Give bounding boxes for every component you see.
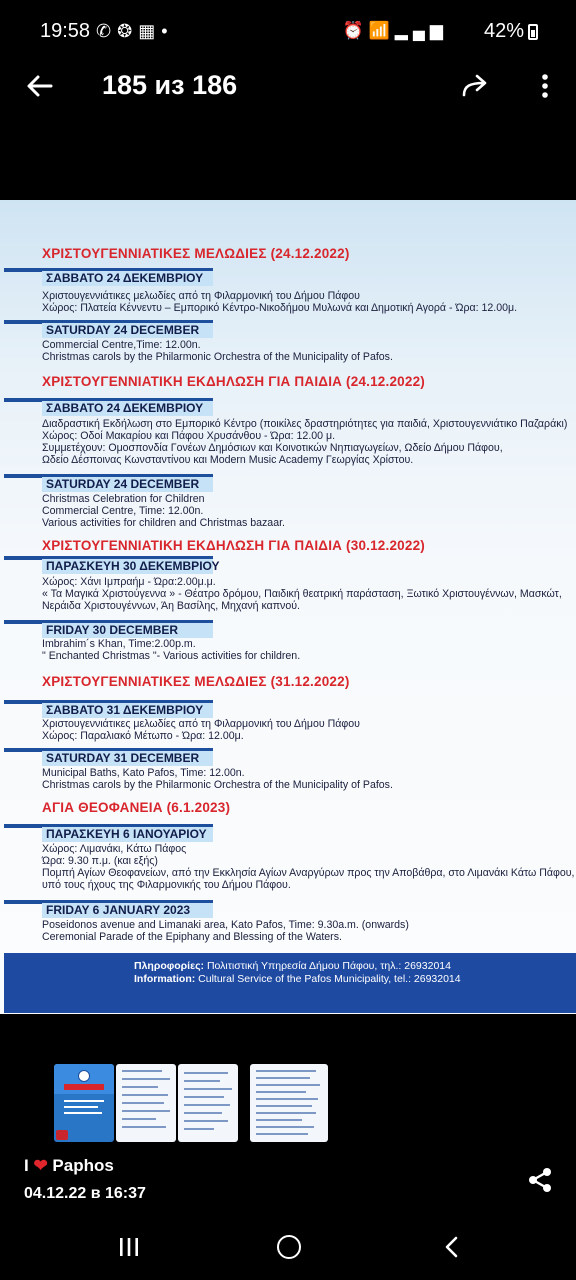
event-line: « Τα Μαγικά Χριστούγεννα » - Θέατρο δρόμου, Παιδική θεατρική παράσταση, Ξωτικό Χριστουγέννων, Μασκώτ, [42,588,562,600]
nav-back-button[interactable] [440,1235,464,1259]
event-line: Χώρος: Οδοί Μακαρίου και Πάφου Χρυσάνθου - Ώρα: 12.00 μ. [42,430,336,442]
system-icons [342,21,448,41]
event-line: Πομπή Αγίων Θεοφανείων, από την Εκκλησία Αγίων Αναργύρων προς την Αποβάθρα, στο Λιμανάκι Κάτω Πάφου, [42,867,575,879]
forward-button[interactable] [460,71,490,101]
album-title: I ❤ Paphos [24,1156,114,1175]
signal-icon: ▂▄▆ [394,21,448,40]
section-title: ΧΡΙΣΤΟΥΓΕΝΝΙΑΤΙΚΕΣ ΜΕΛΩΔΙΕΣ (24.12.2022) [42,246,350,261]
event-line: Χώρος: Χάνι Ιμπραήμ - Ώρα:2.00μ.μ. [42,576,216,588]
event-line: Municipal Baths, Kato Pafos, Time: 12.00n. [42,767,245,779]
event-line: Ωδείο Δέσποινας Κωνσταντίνου και Modern Music Academy Γεωργίας Χρίστου. [42,454,414,466]
event-line: Χώρος: Παραλιακό Μέτωπο - Ώρα: 12.00μ. [42,730,244,742]
whatsapp-icon: ✆ [96,21,118,41]
thumbnail[interactable] [178,1064,238,1142]
poster-image[interactable] [0,200,576,1014]
wifi-icon: 📶 [368,21,395,40]
more-options-button[interactable] [538,70,552,102]
section-title: ΧΡΙΣΤΟΥΓΕΝΝΙΑΤΙΚΕΣ ΜΕΛΩΔΙΕΣ (31.12.2022) [42,674,350,689]
more-vert-icon [538,70,552,102]
event-line: " Enchanted Christmas "- Various activities for children. [42,650,301,662]
recent-apps-button[interactable] [118,1236,140,1258]
day-heading: ΠΑΡΑΣΚΕΥΗ 30 ΔΕΚΕΜΒΡΙΟΥ [4,556,213,574]
post-date: 04.12.22 в 16:37 [24,1185,146,1202]
event-line: υπό τους ήχους της Φιλαρμονικής του Δήμου Πάφου. [42,879,291,891]
chevron-left-icon [440,1235,464,1259]
alarm-icon: ⏰ [342,21,369,40]
status-bar [0,0,576,62]
dot-icon: • [161,21,174,41]
section-title: ΑΓΙΑ ΘΕΟΦΑΝΕΙΑ (6.1.2023) [42,800,231,815]
footer-greek: Πληροφορίες: Πολιτιστική Υπηρεσία Δήμου Πάφου, τηλ.: 26932014 [134,960,451,972]
day-heading: ΣΑΒΒΑΤΟ 31 ΔΕΚΕΜΒΡΙΟΥ [4,700,213,718]
event-line: Χώρος: Πλατεία Κέννεντυ – Εμπορικό Κέντρο-Νικοδήμου Μυλωνά και Δημοτική Αγορά - Ώρα: 12.00μ. [42,302,518,314]
event-line: Christmas Celebration for Children [42,493,205,505]
thumbnail[interactable] [54,1064,114,1142]
recents-icon [118,1236,140,1258]
thumbnail-current[interactable] [250,1064,328,1142]
day-heading: ΠΑΡΑΣΚΕΥΗ 6 ΙΑΝΟΥΑΡΙΟΥ [4,824,213,842]
heart-icon: ❤ [33,1156,48,1175]
day-heading: FRIDAY 6 JANUARY 2023 [4,900,213,918]
home-button[interactable] [277,1235,301,1259]
event-line: Commercial Centre,Time: 12.00n. [42,339,201,351]
footer-english: Information: Cultural Service of the Pafos Municipality, tel.: 26932014 [134,973,461,985]
battery-percent: 42% [483,20,524,42]
status-time: 19:58 [40,20,91,42]
sync-icon: ❂ [117,21,139,41]
event-line: Χριστουγεννιάτικες μελωδίες από τη Φιλαρμονική του Δήμου Πάφου [42,718,360,730]
day-heading: FRIDAY 30 DECEMBER [4,620,213,638]
share-button[interactable] [526,1166,554,1194]
share-icon [526,1166,554,1194]
image-counter: 185 из 186 [102,70,238,100]
event-line: Χώρος: Λιμανάκι, Κάτω Πάφος [42,843,187,855]
event-line: Imbrahim´s Khan, Time:2.00p.m. [42,638,196,650]
day-heading: SATURDAY 24 DECEMBER [4,474,213,492]
battery-icon [528,24,538,40]
day-heading: SATURDAY 31 DECEMBER [4,748,213,766]
thumbnail[interactable] [116,1064,176,1142]
apps-icon: ▦ [138,21,162,41]
section-title: ΧΡΙΣΤΟΥΓΕΝΝΙΑΤΙΚΗ ΕΚΔΗΛΩΣΗ ΓΙΑ ΠΑΙΔΙΑ (24.12.2022) [42,374,425,389]
system-nav-bar [0,1224,576,1280]
event-line: Various activities for children and Christmas bazaar. [42,517,285,529]
event-line: Χριστουγεννιάτικες μελωδίες από τη Φιλαρμονική του Δήμου Πάφου [42,290,360,302]
back-button[interactable] [24,70,56,102]
thumbnail-strip [54,1064,354,1144]
event-line: Συμμετέχουν: Ομοσπονδία Γονέων Δημόσιων και Κοινοτικών Νηπιαγωγείων, Ωδείο Δήμου Πάφου, [42,442,503,454]
viewer-toolbar [0,62,576,112]
notification-icons [96,21,174,42]
day-heading: ΣΑΒΒΑΤΟ 24 ΔΕΚΕΜΒΡΙΟΥ [4,398,213,416]
day-heading: SATURDAY 24 DECEMBER [4,320,213,338]
section-title: ΧΡΙΣΤΟΥΓΕΝΝΙΑΤΙΚΗ ΕΚΔΗΛΩΣΗ ΓΙΑ ΠΑΙΔΙΑ (30.12.2022) [42,538,425,553]
event-line: Νεράιδα Χριστουγέννων, Άη Βασίλης, Μηχανή καπνού. [42,600,300,612]
event-line: Ώρα: 9.30 π.μ. (και εξής) [42,855,158,867]
event-line: Ceremonial Parade of the Epiphany and Blessing of the Waters. [42,931,342,943]
event-line: Christmas carols by the Philarmonic Orchestra of the Municipality of Pafos. [42,779,393,791]
poster-footer [4,953,576,1013]
event-line: Διαδραστική Εκδήλωση στο Εμπορικό Κέντρο (ποικίλες δραστηριότητες για παιδιά, Χριστουγεννιάτικο Παζαράκι) [42,418,568,430]
event-line: Christmas carols by the Philarmonic Orchestra of the Municipality of Pafos. [42,351,393,363]
arrow-left-icon [24,70,56,102]
event-line: Commercial Centre, Time: 12.00n. [42,505,204,517]
day-heading: ΣΑΒΒΑΤΟ 24 ΔΕΚΕΜΒΡΙΟΥ [4,268,213,286]
event-line: Poseidonos avenue and Limanaki area, Kato Pafos, Time: 9.30a.m. (onwards) [42,919,409,931]
forward-icon [460,71,490,101]
